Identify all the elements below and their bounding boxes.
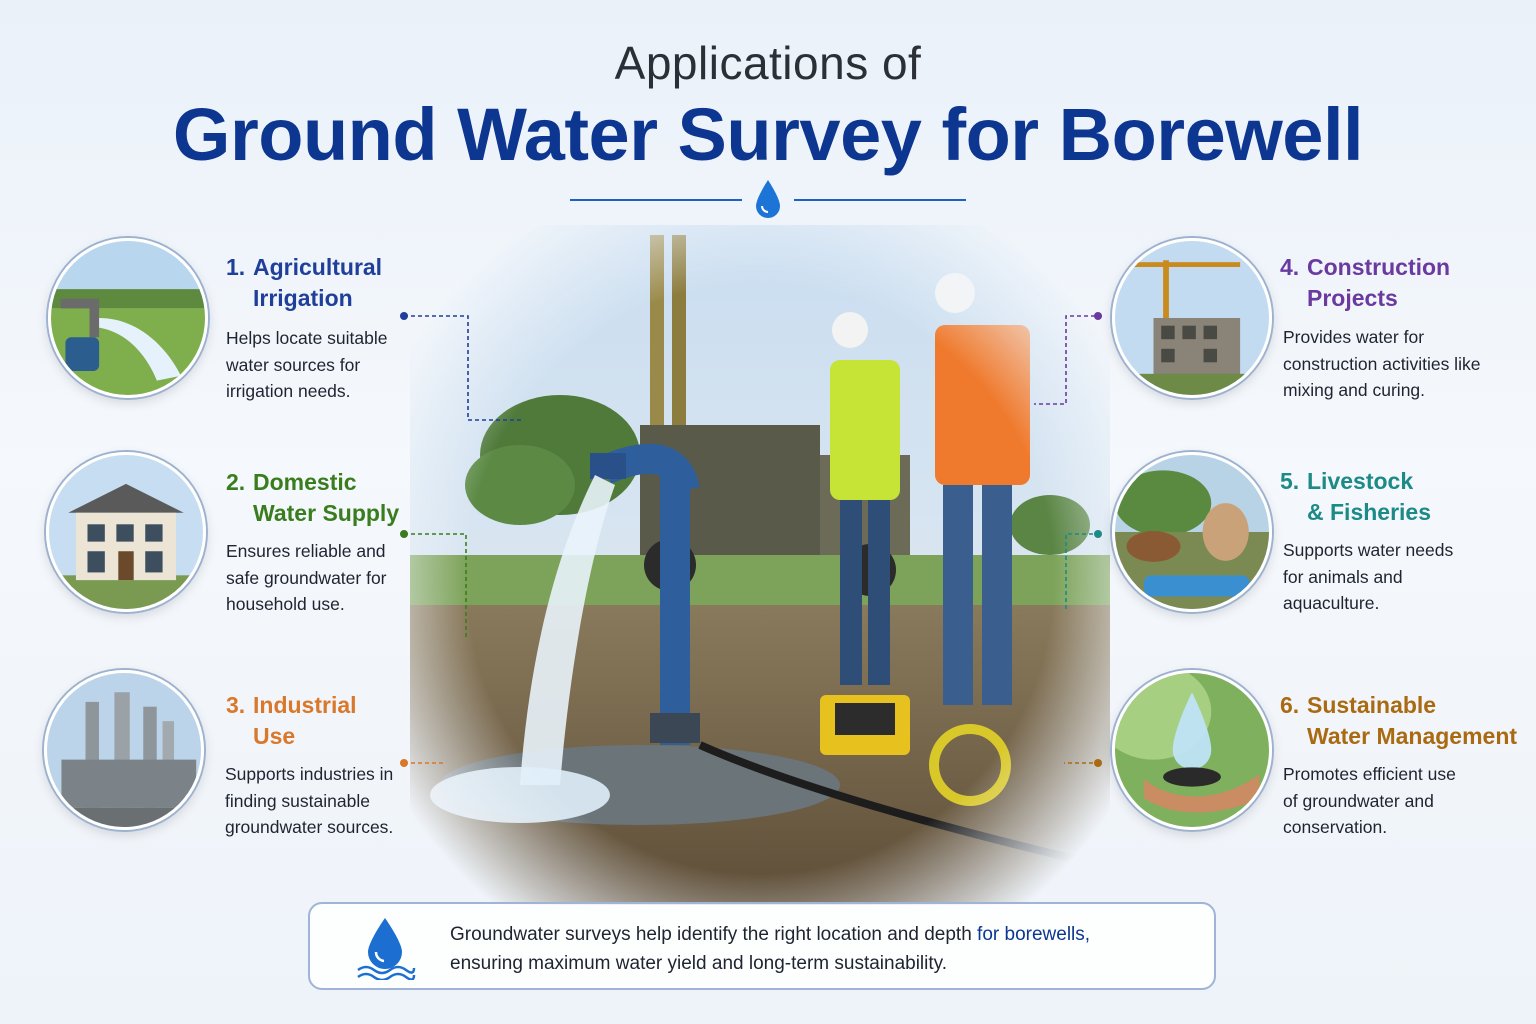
app-1-title: 1. Agricultural Irrigation bbox=[226, 254, 383, 311]
app-3-connector bbox=[400, 757, 450, 771]
app-6-title: 6. Sustainable Water Management bbox=[1280, 692, 1518, 749]
app-3-title: 3. Industrial Use bbox=[226, 692, 357, 749]
app-4-description: Provides water for construction activities like mixing and curing. bbox=[1283, 327, 1481, 400]
livestock-fisheries-image bbox=[1112, 452, 1272, 612]
app-5-title: 5. Livestock & Fisheries bbox=[1280, 468, 1431, 525]
main-title: Ground Water Survey for Borewell bbox=[172, 93, 1364, 176]
app-3-description: Supports industries in finding sustainable groundwater sources. bbox=[225, 764, 394, 837]
app-5-connector bbox=[1060, 528, 1106, 618]
app-1-description: Helps locate suitable water sources for irrigation needs. bbox=[226, 328, 388, 401]
footer-text: Groundwater surveys help identify the right location and depth for borewells, ensuring maximum water yield and long-term sustainability. bbox=[450, 924, 1091, 974]
title-line-1: Applications of bbox=[614, 37, 922, 89]
summary-footer bbox=[308, 902, 1216, 990]
domestic-water-supply-image bbox=[46, 452, 206, 612]
app-1-connector bbox=[400, 310, 530, 430]
app-5-description: Supports water needs for animals and aquaculture. bbox=[1283, 540, 1454, 613]
app-6-connector bbox=[1060, 757, 1106, 771]
water-drop-waves-icon bbox=[354, 916, 416, 980]
industrial-use-image bbox=[44, 670, 204, 830]
app-2-description: Ensures reliable and safe groundwater for household use. bbox=[226, 541, 387, 614]
title-divider bbox=[570, 176, 966, 222]
app-4-connector bbox=[1030, 310, 1106, 410]
app-6-description: Promotes efficient use of groundwater and conservation. bbox=[1283, 764, 1456, 837]
agricultural-irrigation-image bbox=[48, 238, 208, 398]
app-2-connector bbox=[400, 528, 480, 648]
app-2-title: 2. Domestic Water Supply bbox=[226, 469, 400, 526]
construction-projects-image bbox=[1112, 238, 1272, 398]
app-4-title: 4. Construction Projects bbox=[1280, 254, 1451, 311]
sustainable-water-management-image bbox=[1112, 670, 1272, 830]
